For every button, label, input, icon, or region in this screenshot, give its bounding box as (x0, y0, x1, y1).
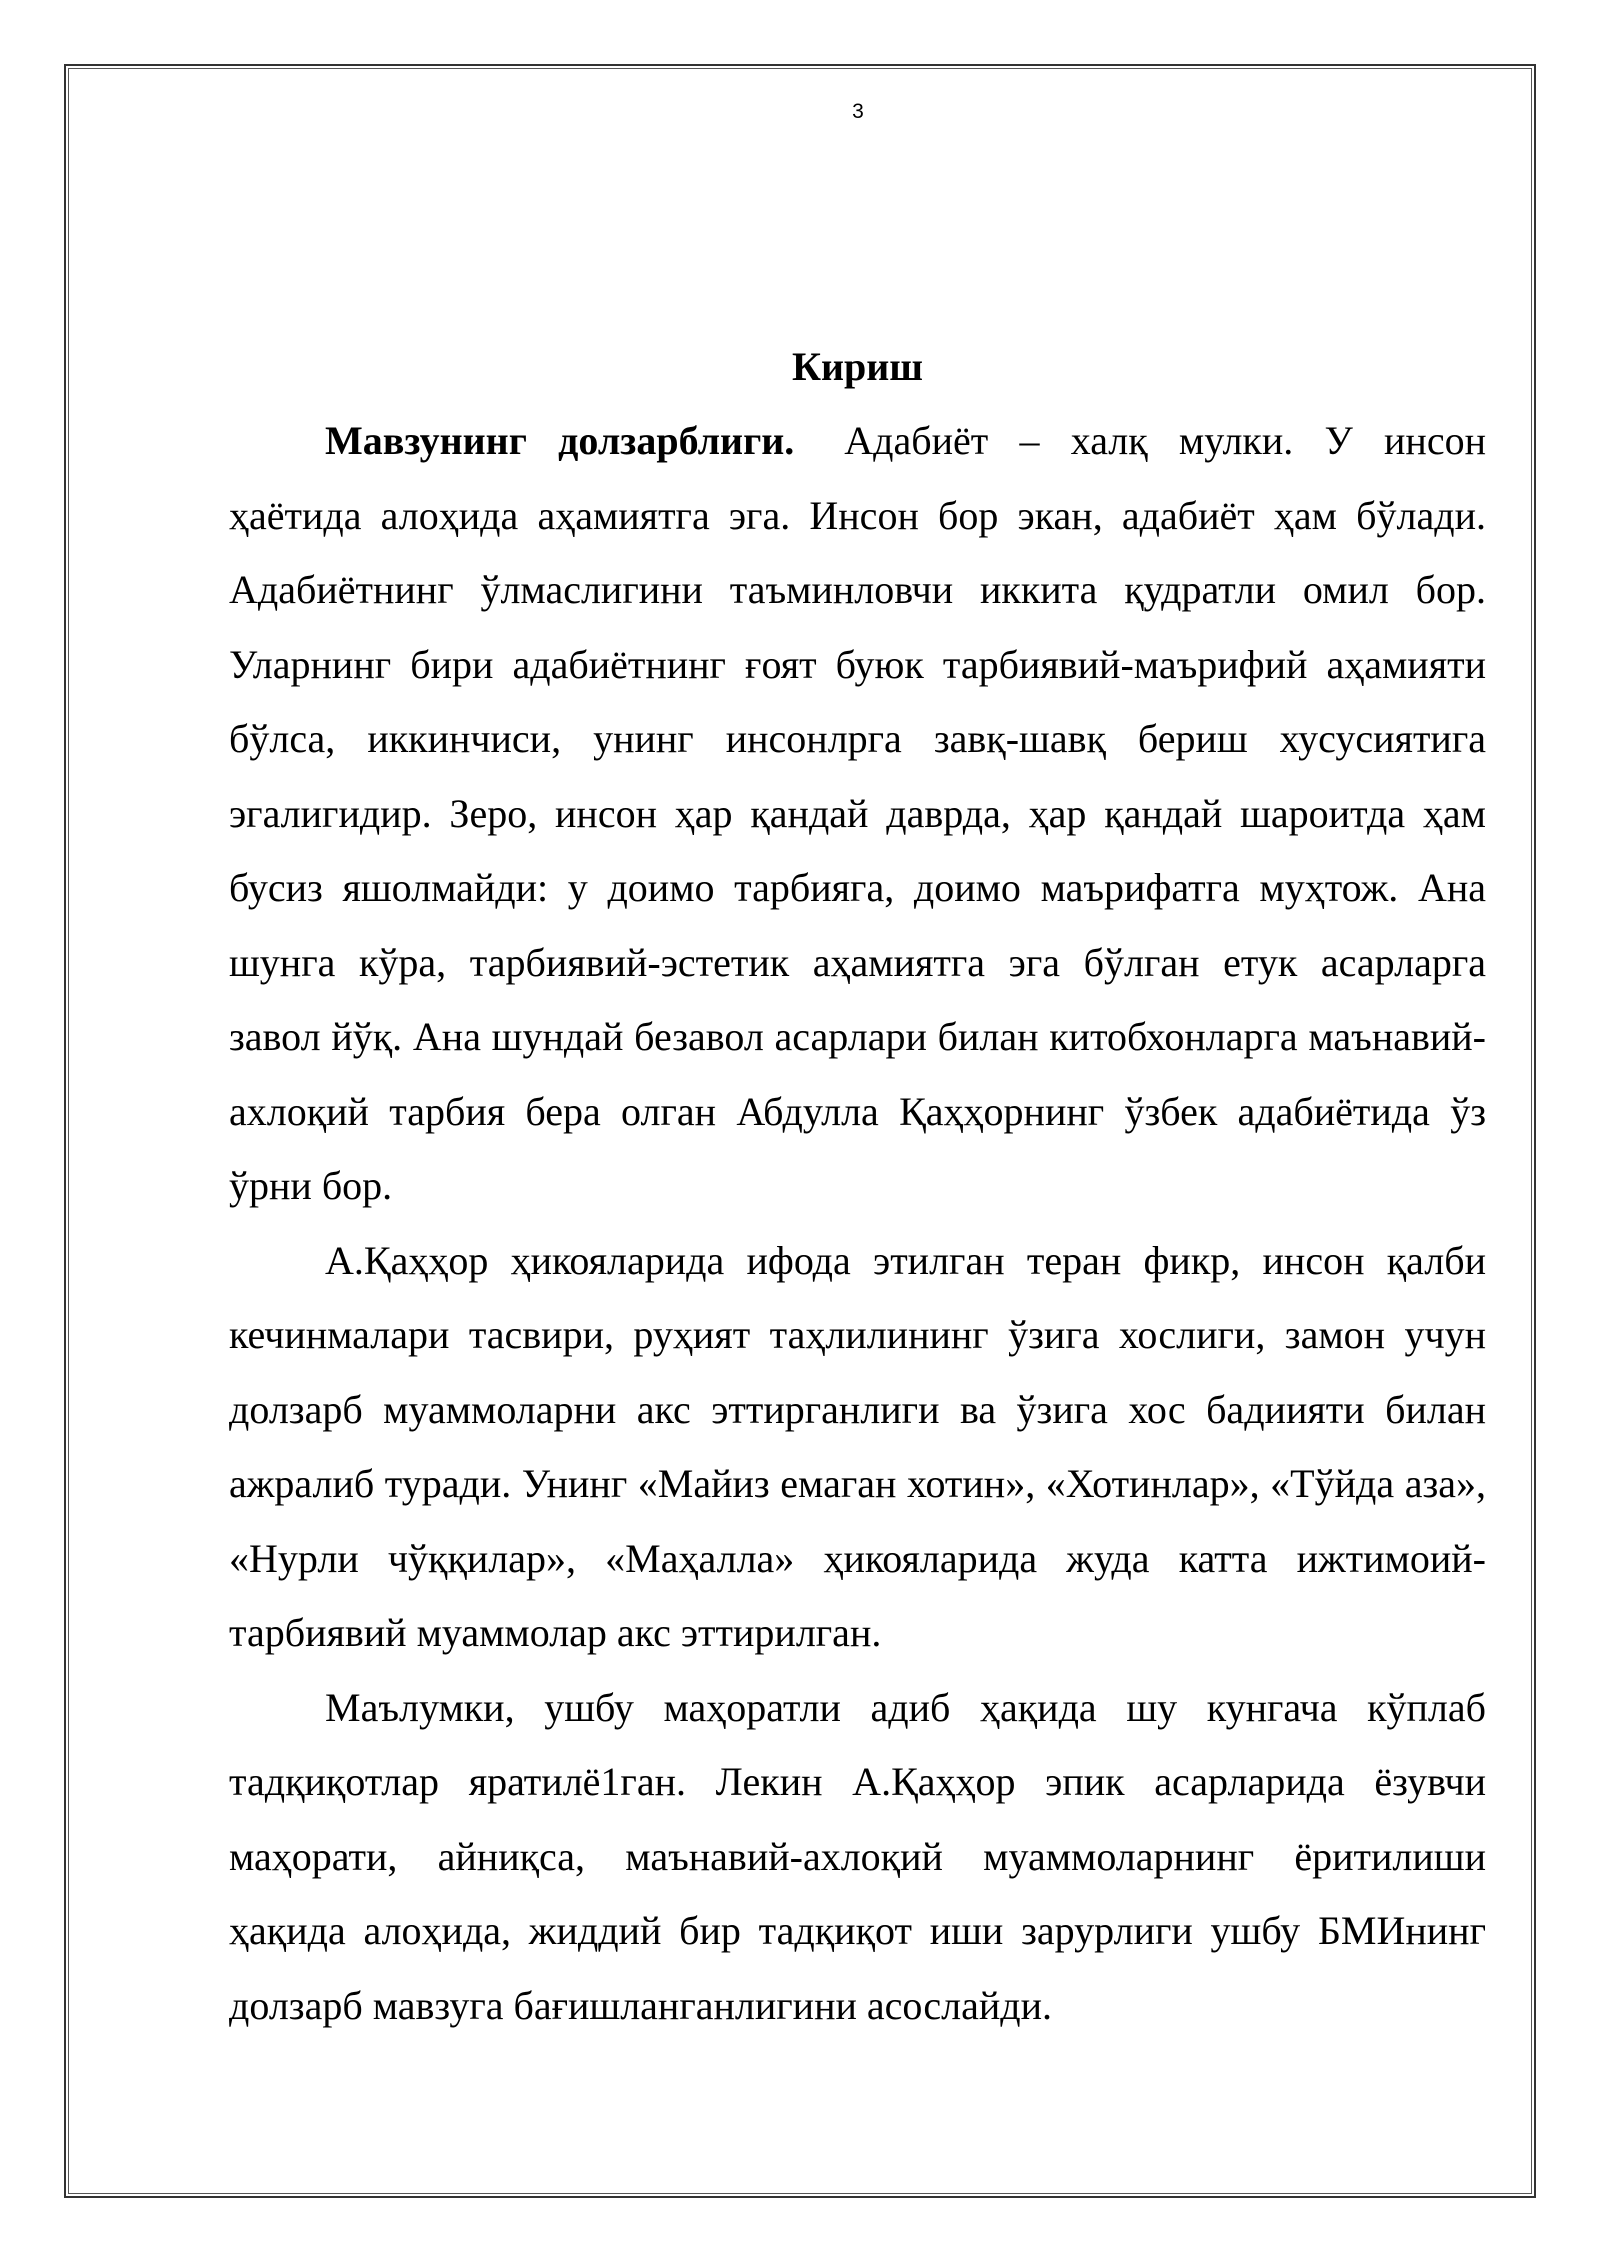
paragraph-stories (229, 1224, 1486, 1671)
paragraph-text: Адабиёт – халқ мулки. У инсон ҳаётида алоҳида аҳамиятга эга. Инсон бор экан, адабиёт ҳам бўлади. Адабиётнинг ўлмаслигини таъминловчи иккита қудратли омил бор. Уларнинг бири адабиётнинг ғоят буюк тарбиявий-маърифий аҳамияти бўлса, иккинчиси, унинг инсонлрга завқ-шавқ бериш хусусиятига эгалигидир. Зеро, инсон ҳар қандай даврда, ҳар қандай шароитда ҳам бусиз яшолмайди: у доимо тарбияга, доимо маърифатга муҳтож. Ана шунга кўра, тарбиявий-эстетик аҳамиятга эга бўлган етук асарларга завол йўқ. Ана шундай безавол асарлари билан китобхонларга маънавий-ахлоқий тарбия бера олган Абдулла Қаҳҳорнинг ўзбек адабиётида ўз ўрни бор. (229, 418, 1486, 1208)
paragraph-text: Маълумки, ушбу маҳоратли адиб ҳақида шу кунгача кўплаб тадқиқотлар яратилё1ган. Лекин А.Қаҳҳор эпик асарларида ёзувчи маҳорати, айниқса, маънавий-ахлоқий муаммоларнинг ёритилиши ҳақида алоҳида, жиддий бир тадқиқот иши зарурлиги ушбу БМИнинг долзарб мавзуга бағишланганлигини асослайди. (229, 1684, 1486, 2028)
paragraph-lead-title: Мавзунинг долзарблиги. (325, 418, 795, 463)
paragraph-text: А.Қаҳҳор ҳикояларида ифода этилган теран фикр, инсон қалби кечинмалари тасвири, руҳият таҳлилининг ўзига хослиги, замон учун долзарб муаммоларни акс эттирганлиги ва ўзига хос бадиияти билан ажралиб туради. Унинг «Майиз емаган хотин», «Хотинлар», «Тўйда аза», «Нурли чўққилар», «Маҳалла» ҳикояларида жуда катта ижтимоий-тарбиявий муаммолар акс эттирилган. (229, 1237, 1486, 1655)
section-heading: Кириш (791, 344, 924, 389)
page-number: 3 (852, 100, 864, 123)
paragraph-relevance (229, 404, 1486, 1224)
paragraph-research (229, 1671, 1486, 2044)
document-body (229, 330, 1486, 2043)
